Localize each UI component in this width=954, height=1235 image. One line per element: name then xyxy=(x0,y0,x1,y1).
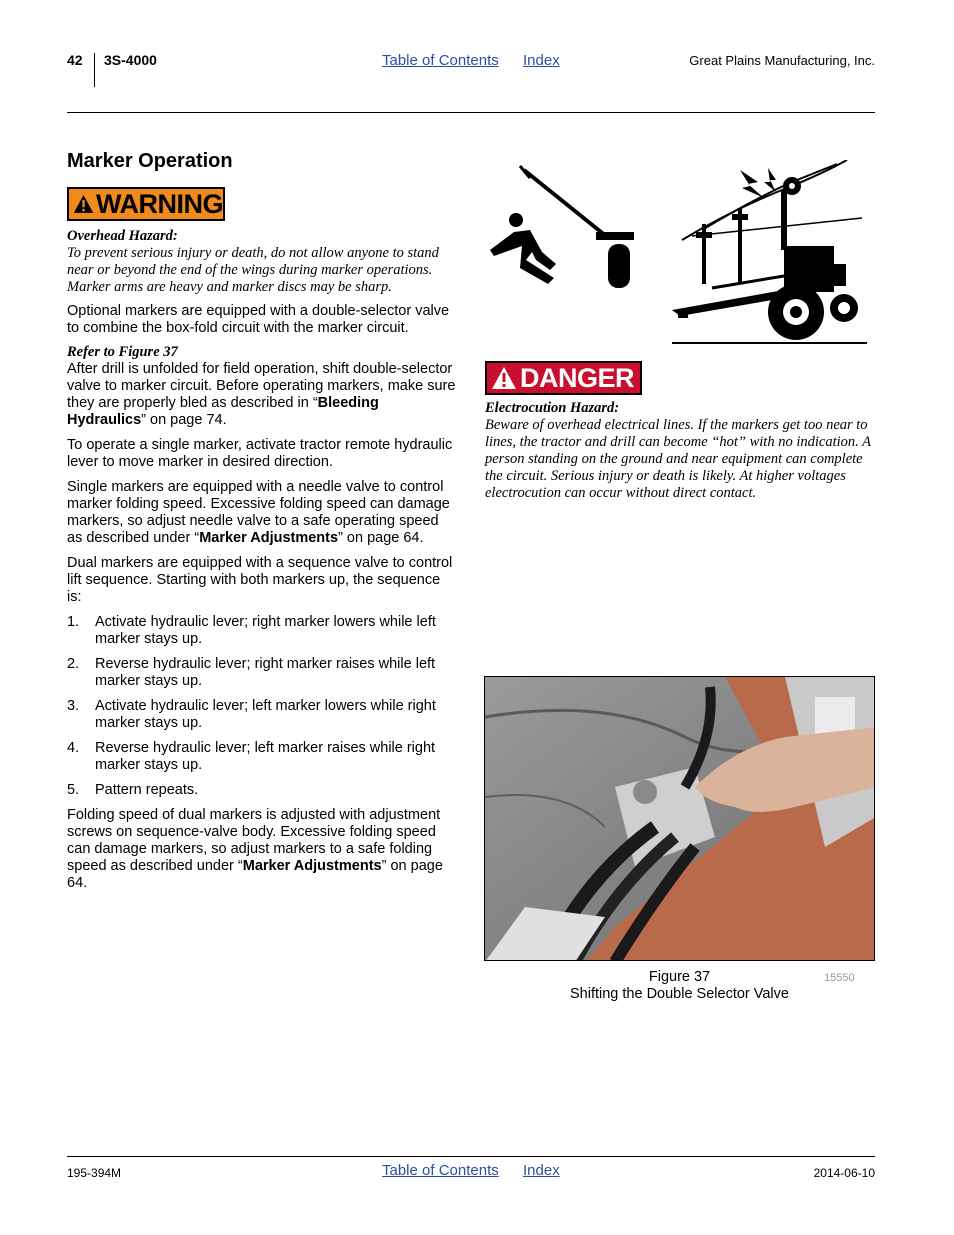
header-rule xyxy=(67,112,875,113)
photo-id: 15550 xyxy=(824,972,855,984)
intro-paragraph: Optional markers are equipped with a double-selector valve to combine the box-fold circuit with the marker circuit. xyxy=(67,303,450,336)
marker-adjustments-ref-2: Marker Adjustments xyxy=(242,858,382,874)
paragraph-single-marker: To operate a single marker, activate tractor remote hydraulic lever to move marker in desired direction. xyxy=(67,437,453,470)
section-title: Marker Operation xyxy=(67,150,233,172)
list-item: 3. Activate hydraulic lever; left marker lowers while right marker stays up. xyxy=(67,698,436,731)
right-column xyxy=(485,361,877,502)
overhead-hazard-title: Overhead Hazard: xyxy=(67,228,178,244)
overhead-hazard-text: To prevent serious injury or death, do not allow anyone to stand near or beyond the end of the wings during marker operations. Marker arms are heavy and marker discs may be sharp. xyxy=(67,245,439,295)
warning-label: WARNING xyxy=(96,189,223,219)
list-item: 1. Activate hydraulic lever; right marker lowers while left marker stays up. xyxy=(67,614,436,647)
list-item: 5. Pattern repeats. xyxy=(67,782,199,798)
footer-rule xyxy=(67,1156,875,1157)
electrocution-hazard-title: Electrocution Hazard: xyxy=(485,400,620,416)
paragraph-dual-markers: Dual markers are equipped with a sequence valve to control lift sequence. Starting with both markers up, the sequence is: xyxy=(67,555,453,605)
model-name: 3S-4000 xyxy=(104,52,157,68)
paragraph-unfold: After drill is unfolded for field operation, shift double-selector valve to marker circuit. Before operating markers, make sure they are properly bled as described in “Bleeding Hydraulics” on page 74. xyxy=(67,361,456,428)
figure-37-photo xyxy=(484,676,875,961)
page-number: 42 xyxy=(67,52,83,68)
footer-date: 2014-06-10 xyxy=(813,1166,875,1180)
danger-badge xyxy=(485,361,642,395)
figure-title: Shifting the Double Selector Valve xyxy=(570,986,789,1002)
footer-toc-link[interactable]: Table of Contents xyxy=(382,1162,499,1179)
part-number: 195-394M xyxy=(67,1166,122,1180)
warning-triangle-icon xyxy=(73,192,94,216)
marker-adjustments-ref: Marker Adjustments xyxy=(199,530,339,546)
electrocution-pictogram xyxy=(672,160,867,346)
overhead-hazard-pictogram xyxy=(484,160,634,292)
paragraph-needle-valve: Single markers are equipped with a needle valve to control marker folding speed. Excessive folding speed can damage markers, so adjust needle valve to a safe operating speed as described under “Marker Adjustments” on page 64. xyxy=(67,479,450,546)
left-column xyxy=(67,187,457,892)
list-item: 4. Reverse hydraulic lever; left marker raises while right marker stays up. xyxy=(67,740,436,773)
paragraph-folding-speed: Folding speed of dual markers is adjusted with adjustment screws on sequence-valve body. Excessive folding speed can damage markers, so adjust markers to a safe folding speed as described under “Marker Adjustments” on page 64. xyxy=(67,807,443,891)
toc-link[interactable]: Table of Contents xyxy=(382,52,499,69)
danger-triangle-icon xyxy=(491,366,517,390)
company-name: Great Plains Manufacturing, Inc. xyxy=(689,53,875,68)
header-divider xyxy=(94,53,95,87)
figure-reference: Refer to Figure 37 xyxy=(67,344,178,360)
figure-number: Figure 37 xyxy=(648,969,711,985)
figure-caption xyxy=(484,969,875,1003)
bleeding-hydraulics-ref: Bleeding Hydraulics xyxy=(67,395,379,428)
index-link[interactable]: Index xyxy=(523,52,560,69)
electrocution-hazard-text: Beware of overhead electrical lines. If the markers get too near to lines, the tractor and drill can become “hot” with no indication. A person standing on the ground and near equipment can complete the circuit. Serious injury or death is likely. At higher voltages electrocution can occur without direct contact. xyxy=(485,417,871,501)
footer-index-link[interactable]: Index xyxy=(523,1162,560,1179)
sequence-list xyxy=(67,614,457,799)
list-item: 2. Reverse hydraulic lever; right marker raises while left marker stays up. xyxy=(67,656,436,689)
danger-label: DANGER xyxy=(520,363,635,393)
valve-photo-illustration xyxy=(485,677,875,961)
warning-badge xyxy=(67,187,225,221)
